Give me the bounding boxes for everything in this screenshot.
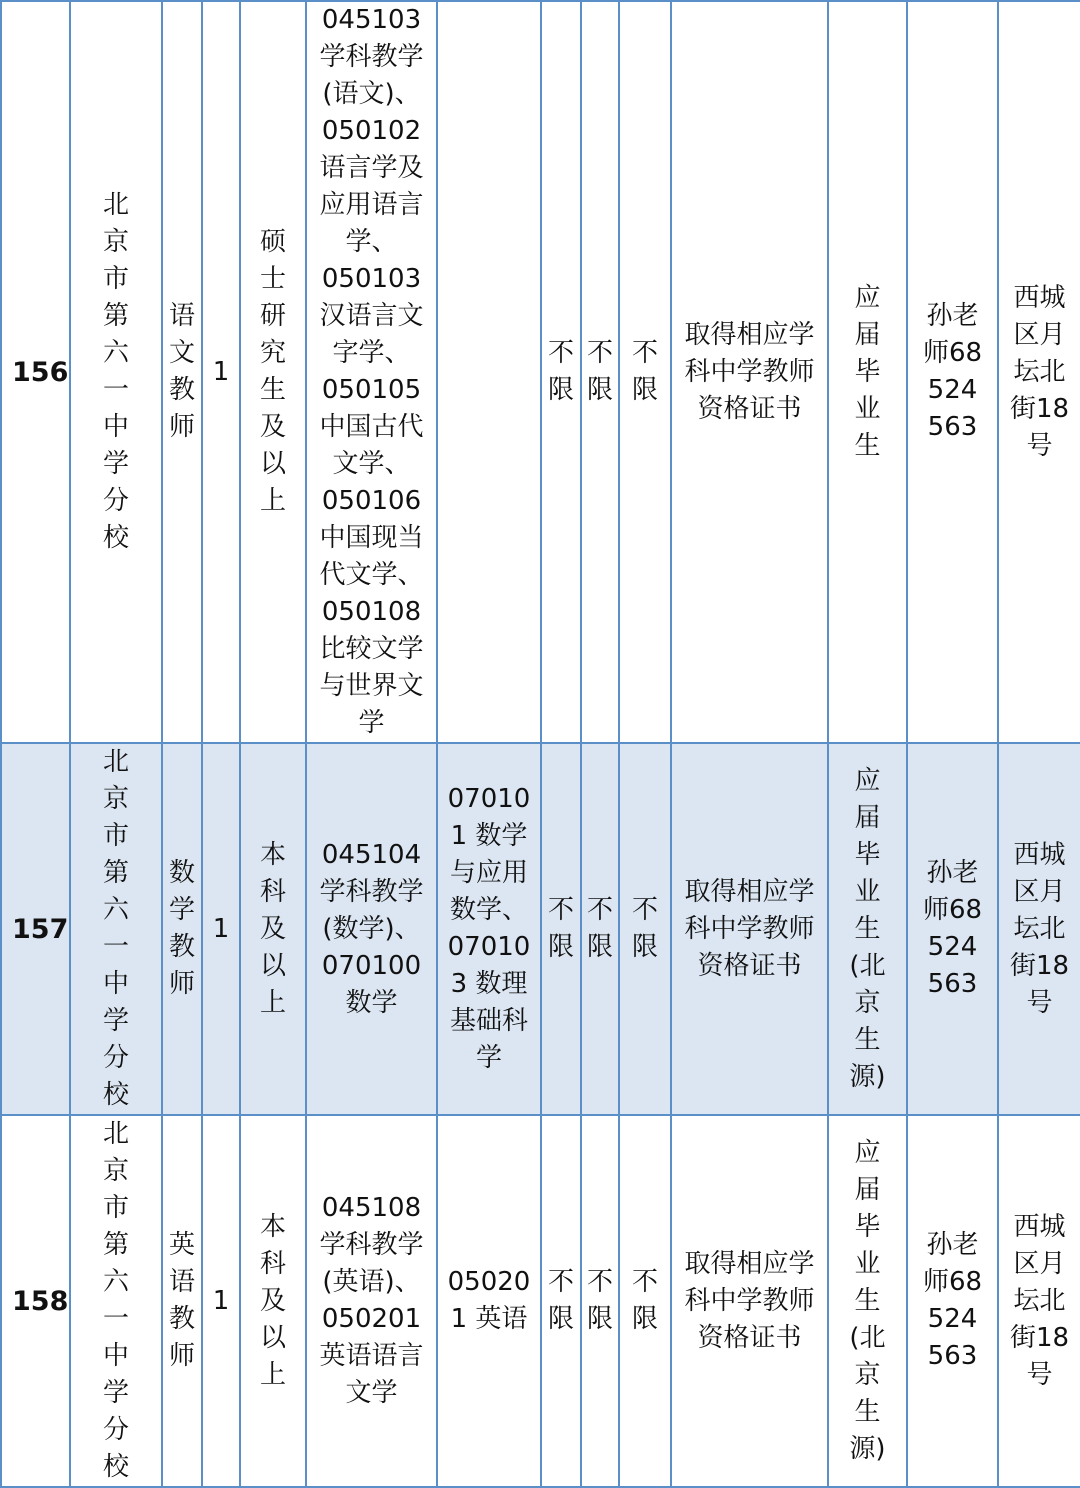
position-cell: 英语教师: [162, 1115, 202, 1487]
table-row: [1, 1115, 1080, 1487]
bachelor-major-text: 05020 1 英语: [447, 1267, 531, 1334]
address-cell: 西城区月坛北街18号: [998, 743, 1080, 1115]
master-major-cell: [306, 743, 437, 1115]
master-major-text: 045104 学科教学 (数学)、 070100 数学: [319, 839, 424, 1018]
limit-cell-1: 不限: [541, 743, 581, 1115]
limit-cell-1: 不限: [541, 1, 581, 743]
master-major-text: 045103 学科教学 (语文)、 050102 语言学及 应用语言 学、 050103 汉语言文 字学、 050105 中国古代 文学、 050106 中国现当 代文学、 050108 比较文学 与世界文 学: [319, 5, 424, 738]
bachelor-major-cell: [437, 1115, 541, 1487]
address-cell: 西城区月坛北街18号: [998, 1, 1080, 743]
bachelor-major-text: 07010 1 数学 与应用 数学、 07010 3 数理 基础科 学: [447, 784, 531, 1073]
limit-cell-3: 不限: [619, 1115, 671, 1487]
row-id-cell: 156: [1, 1, 70, 743]
contact-cell: 孙老师68524563: [907, 743, 998, 1115]
bachelor-major-cell: [437, 1, 541, 743]
address-cell: 西城区月坛北街18号: [998, 1115, 1080, 1487]
education-cell: 硕士研究生及以上: [240, 1, 306, 743]
master-major-cell: [306, 1, 437, 743]
candidate-cell: 应届毕业生(北京生源): [828, 743, 907, 1115]
unit-cell: 北京市第六一中学分校: [70, 1115, 162, 1487]
limit-cell-3: 不限: [619, 743, 671, 1115]
master-major-text: 045108 学科教学 (英语)、 050201 英语语言 文学: [319, 1193, 424, 1408]
limit-cell-2: 不限: [581, 1, 619, 743]
count-cell: 1: [202, 1115, 240, 1487]
limit-cell-3: 不限: [619, 1, 671, 743]
unit-cell: 北京市第六一中学分校: [70, 1, 162, 743]
table-row: [1, 1, 1080, 743]
contact-cell: 孙老师68524563: [907, 1115, 998, 1487]
education-cell: 本科及以上: [240, 1115, 306, 1487]
candidate-cell: 应届毕业生: [828, 1, 907, 743]
count-cell: 1: [202, 1, 240, 743]
certificate-cell: 取得相应学科中学教师资格证书: [671, 1115, 828, 1487]
bachelor-major-cell: [437, 743, 541, 1115]
education-cell: 本科及以上: [240, 743, 306, 1115]
limit-cell-1: 不限: [541, 1115, 581, 1487]
position-cell: 语文教师: [162, 1, 202, 743]
candidate-cell: 应届毕业生(北京生源): [828, 1115, 907, 1487]
count-cell: 1: [202, 743, 240, 1115]
row-id-cell: 158: [1, 1115, 70, 1487]
master-major-cell: [306, 1115, 437, 1487]
table-row: [1, 743, 1080, 1115]
certificate-cell: 取得相应学科中学教师资格证书: [671, 743, 828, 1115]
limit-cell-2: 不限: [581, 743, 619, 1115]
limit-cell-2: 不限: [581, 1115, 619, 1487]
row-id-cell: 157: [1, 743, 70, 1115]
unit-cell: 北京市第六一中学分校: [70, 743, 162, 1115]
certificate-cell: 取得相应学科中学教师资格证书: [671, 1, 828, 743]
contact-cell: 孙老师68524563: [907, 1, 998, 743]
position-cell: 数学教师: [162, 743, 202, 1115]
